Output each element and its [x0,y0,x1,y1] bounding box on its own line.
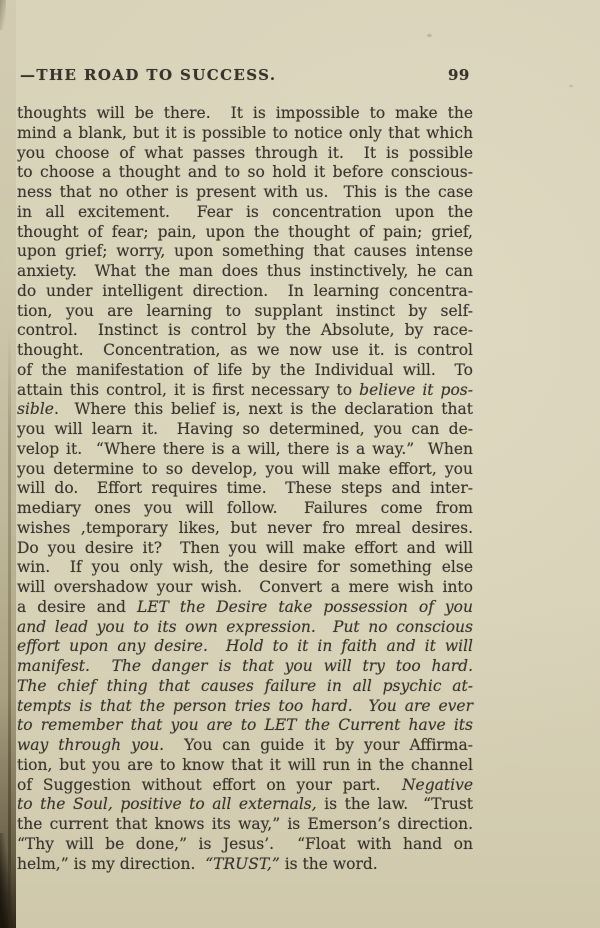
header-title: —THE ROAD TO SUCCESS. [20,66,277,84]
text-segment: upon grief; worry, upon something that causes intense [17,242,473,261]
text-line [17,815,473,835]
text-segment: effort upon any desire. Hold to it in faith and it will [17,637,473,656]
text-segment: “Thy will be done,” is Jesus’. “Float with hand on [17,834,473,853]
text-line [17,460,473,480]
text-line [17,539,473,559]
text-line [17,519,473,539]
text-line [17,183,473,203]
text-line [17,795,473,815]
text-line [17,282,473,302]
text-line [17,400,473,420]
text-segment: “TRUST,” [205,854,280,873]
text-segment: wishes ,temporary likes, but never fro mreal desires. [17,518,473,537]
text-line [17,736,473,756]
text-line [17,124,473,144]
text-line [17,618,473,638]
text-segment: sible [17,400,54,419]
text-segment: to the Soul, positive to all externals, [17,795,317,814]
text-segment: attain this control, it is first necessary to [17,380,360,399]
text-line [17,479,473,499]
text-line [17,598,473,618]
text-segment: tempts is that the person tries too hard. You are ever [17,696,473,715]
text-segment: of the manifestation of life by the Individual will. To [17,360,473,379]
text-segment: control. Instinct is control by the Absolute, by race- [17,321,473,340]
text-segment: you choose of what passes through it. It is possible [17,143,473,162]
text-segment: a desire and [17,597,137,616]
text-line [17,321,473,341]
text-line [17,835,473,855]
text-segment: of Suggestion without effort on your part. [17,775,402,794]
text-line [17,381,473,401]
text-segment: mind a blank, but it is possible to notice only that which [17,123,473,142]
top-left-corner-mark [0,0,6,30]
paper-speck [568,84,574,88]
text-segment: LET the Desire take possession of you [136,597,473,616]
text-segment: is the law. “Trust [316,795,474,814]
paper-speck [426,33,433,38]
text-line [17,203,473,223]
text-segment: Negative [401,775,473,794]
text-line [17,637,473,657]
text-segment: will overshadow your wish. Convert a mere wish into [17,578,473,596]
text-segment: You can guide it by your Affirma- [164,736,473,754]
text-line [17,578,473,598]
text-segment: velop it. “Where there is a will, there is a way.” When [17,439,473,458]
text-line [17,223,473,243]
text-segment: believe it pos- [359,380,473,399]
text-line [17,855,473,875]
text-segment: thought. Concentration, as we now use it. is control [17,341,473,359]
text-segment: tion, but you are to know that it will run in the channel [17,755,473,774]
text-segment: the current that knows its way,” is Emerson’s direction. [17,815,473,833]
text-segment: manifest. The danger is that you will try too hard. [17,657,473,675]
text-segment: to remember that you are to LET the Current have its [17,716,473,735]
text-segment: . Where this belief is, next is the declaration that [53,400,473,419]
text-segment: win. If you only wish, the desire for something else [17,558,473,577]
text-line [17,499,473,519]
page-number: 99 [448,66,470,84]
text-segment: and lead you to its own expression. Put no conscious [17,617,473,636]
body-text [17,104,473,874]
text-line [17,677,473,697]
text-segment: to choose a thought and to so hold it before conscious- [17,163,473,182]
text-line [17,163,473,183]
text-line [17,716,473,736]
text-line [17,104,473,124]
text-line [17,558,473,578]
text-line [17,144,473,164]
text-segment: helm,” is my direction. [17,854,206,873]
text-line [17,697,473,717]
text-segment: will do. Effort requires time. These steps and inter- [17,479,473,498]
text-segment: anxiety. What the man does thus instinctively, he can [17,262,473,280]
text-line [17,361,473,381]
text-segment: Do you desire it? Then you will make effort and will [17,538,473,557]
text-line [17,420,473,440]
text-segment: tion, you are learning to supplant instinct by self- [17,301,473,320]
text-segment: thought of fear; pain, upon the thought of pain; grief, [17,222,473,241]
text-segment: do under intelligent direction. In learning concentra- [17,281,473,300]
text-line [17,776,473,796]
text-line [17,262,473,282]
text-segment: you will learn it. Having so determined, you can de- [17,420,473,438]
text-line [17,440,473,460]
text-line [17,756,473,776]
text-segment: in all excitement. Fear is concentration upon the [17,202,473,221]
text-segment: ness that no other is present with us. This is the case [17,183,473,201]
text-segment: you determine to so develop, you will make effort, you [17,459,473,478]
text-line [17,657,473,677]
bottom-left-corner-shadow [0,833,12,928]
running-header [20,66,476,86]
text-segment: way through you. [17,736,165,754]
text-line [17,341,473,361]
text-segment: is the word. [279,854,378,873]
text-segment: mediary ones you will follow. Failures come from [17,499,473,517]
text-line [17,302,473,322]
text-segment: The chief thing that causes failure in all psychic at- [17,676,473,695]
text-line [17,242,473,262]
text-segment: thoughts will be there. It is impossible to make the [17,104,473,122]
